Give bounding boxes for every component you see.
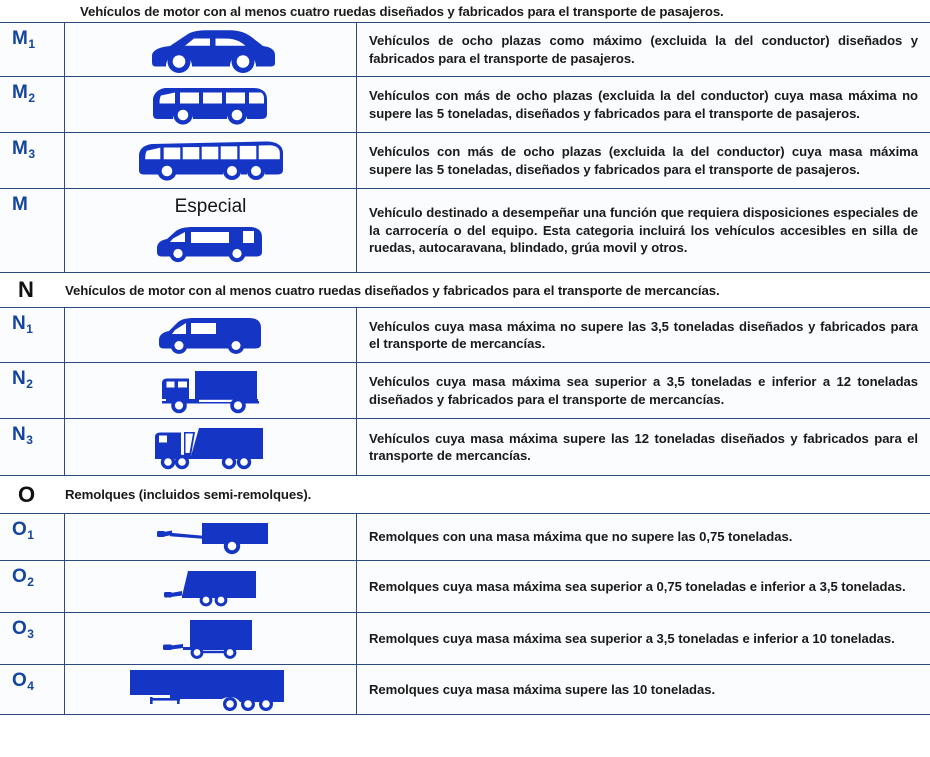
category-label: M	[12, 194, 28, 215]
category-cell-n3	[0, 419, 65, 475]
table-row	[0, 307, 930, 362]
icon-cell-coach-bus	[65, 133, 357, 188]
description-cell-m2	[357, 77, 930, 132]
section-heading-o	[0, 476, 930, 513]
table-row	[0, 612, 930, 664]
icon-cell-semi-trailer	[65, 665, 357, 714]
coach-bus-icon	[136, 137, 286, 185]
box-truck-icon	[158, 367, 263, 415]
description-cell-n2	[357, 363, 930, 418]
cargo-van-icon	[156, 313, 266, 357]
icon-cell-cargo-van	[65, 308, 357, 362]
small-trailer-icon	[150, 519, 272, 555]
semi-trailer-icon	[124, 666, 298, 714]
category-cell-n2	[0, 363, 65, 418]
icon-cell-medium-trailer	[65, 561, 357, 612]
dump-truck-icon	[151, 422, 271, 472]
category-cell-o4	[0, 665, 65, 714]
description-cell-n3	[357, 419, 930, 475]
car-icon	[144, 26, 278, 74]
category-cell-m2	[0, 77, 65, 132]
description-text: Vehículos cuya masa máxima no supere las 3,5 toneladas diseñados y fabricados para el transporte de mercancías.	[369, 318, 918, 351]
category-cell-o1	[0, 514, 65, 560]
table-row	[0, 132, 930, 188]
table-row	[0, 513, 930, 560]
category-label: $M_1$	[12, 28, 36, 51]
description-text: Vehículos con más de ocho plazas (excluida la del conductor) cuya masa máxima supere las 5 toneladas, diseñados y fabricados para el transporte de pasajeros.	[369, 144, 918, 177]
category-label: $M_3$	[12, 138, 36, 161]
icon-cell-small-trailer	[65, 514, 357, 560]
description-text: Vehículos de ocho plazas como máximo (excluida la del conductor) diseñados y fabricados para el transporte de pasajeros.	[369, 33, 918, 66]
category-label: $N_2$	[12, 368, 33, 391]
description-text: Vehículos cuya masa máxima supere las 12 toneladas diseñados y fabricados para el transporte de mercancías.	[369, 430, 918, 463]
category-cell-o3	[0, 613, 65, 664]
category-label: $O_1$	[12, 519, 34, 542]
section-letter-n: N	[18, 277, 34, 302]
description-text: Vehículos con más de ocho plazas (excluida la del conductor) cuya masa máxima no supere las 5 toneladas, diseñados y fabricados para el transporte de pasajeros.	[369, 88, 918, 121]
icon-cell-dump-truck	[65, 419, 357, 475]
medium-trailer-icon	[158, 566, 264, 608]
minibus-icon	[149, 82, 273, 128]
section-letter-o: O	[18, 481, 36, 507]
description-cell-m-special	[357, 189, 930, 272]
description-text: Vehículo destinado a desempeñar una función que requiera disposiciones especiales de la carrocería o del equipo. Esta categoria incluirá los vehículos accesibles en silla de ruedas, autocaravana, blindado, grúa movil y otros.	[369, 205, 918, 256]
category-label: $N_1$	[12, 313, 33, 336]
category-label: $M_2$	[12, 82, 36, 105]
description-cell-o1	[357, 514, 930, 560]
section-heading-n-text: Vehículos de motor con al menos cuatro ruedas diseñados y fabricados para el transporte de mercancías.	[65, 282, 720, 298]
description-text: Vehículos cuya masa máxima sea superior a 3,5 toneladas e inferior a 12 toneladas diseñados y fabricados para el transporte de mercancías.	[369, 374, 918, 407]
icon-cell-minibus	[65, 77, 357, 132]
section-heading-n	[0, 273, 930, 307]
table-row	[0, 560, 930, 612]
icon-cell-large-trailer	[65, 613, 357, 664]
category-cell-m-special	[0, 189, 65, 272]
table-row	[0, 362, 930, 418]
description-cell-o3	[357, 613, 930, 664]
category-cell-n1	[0, 308, 65, 362]
category-label: $N_3$	[12, 424, 33, 447]
category-cell-m3	[0, 133, 65, 188]
category-cell-m1	[0, 23, 65, 76]
description-cell-n1	[357, 308, 930, 362]
description-text: Remolques cuya masa máxima sea superior a 0,75 toneladas e inferior a 3,5 toneladas.	[369, 578, 906, 594]
category-cell-o2	[0, 561, 65, 612]
description-text: Remolques cuya masa máxima supere las 10 toneladas.	[369, 681, 716, 697]
icon-cell-special-van	[65, 189, 357, 272]
table-row	[0, 418, 930, 476]
special-van-icon	[153, 220, 269, 266]
description-cell-m1	[357, 23, 930, 76]
description-text: Remolques cuya masa máxima sea superior a 3,5 toneladas e inferior a 10 toneladas.	[369, 630, 895, 646]
category-label: $O_3$	[12, 618, 34, 641]
table-row	[0, 188, 930, 273]
icon-cell-box-truck	[65, 363, 357, 418]
description-cell-m3	[357, 133, 930, 188]
large-trailer-icon	[153, 617, 269, 661]
description-cell-o2	[357, 561, 930, 612]
section-heading-m	[0, 0, 930, 22]
icon-cell-car	[65, 23, 357, 76]
description-cell-o4	[357, 665, 930, 714]
description-text: Remolques con una masa máxima que no supere las 0,75 toneladas.	[369, 529, 793, 545]
section-heading-m-text: Vehículos de motor con al menos cuatro ruedas diseñados y fabricados para el transporte de pasajeros.	[80, 3, 724, 19]
table-row	[0, 76, 930, 132]
table-row	[0, 664, 930, 715]
category-label: $O_4$	[12, 670, 34, 693]
category-label: $O_2$	[12, 566, 34, 589]
table-row	[0, 22, 930, 76]
special-caption: Especial	[174, 195, 247, 217]
section-heading-o-text: Remolques (incluidos semi-remolques).	[65, 487, 312, 502]
